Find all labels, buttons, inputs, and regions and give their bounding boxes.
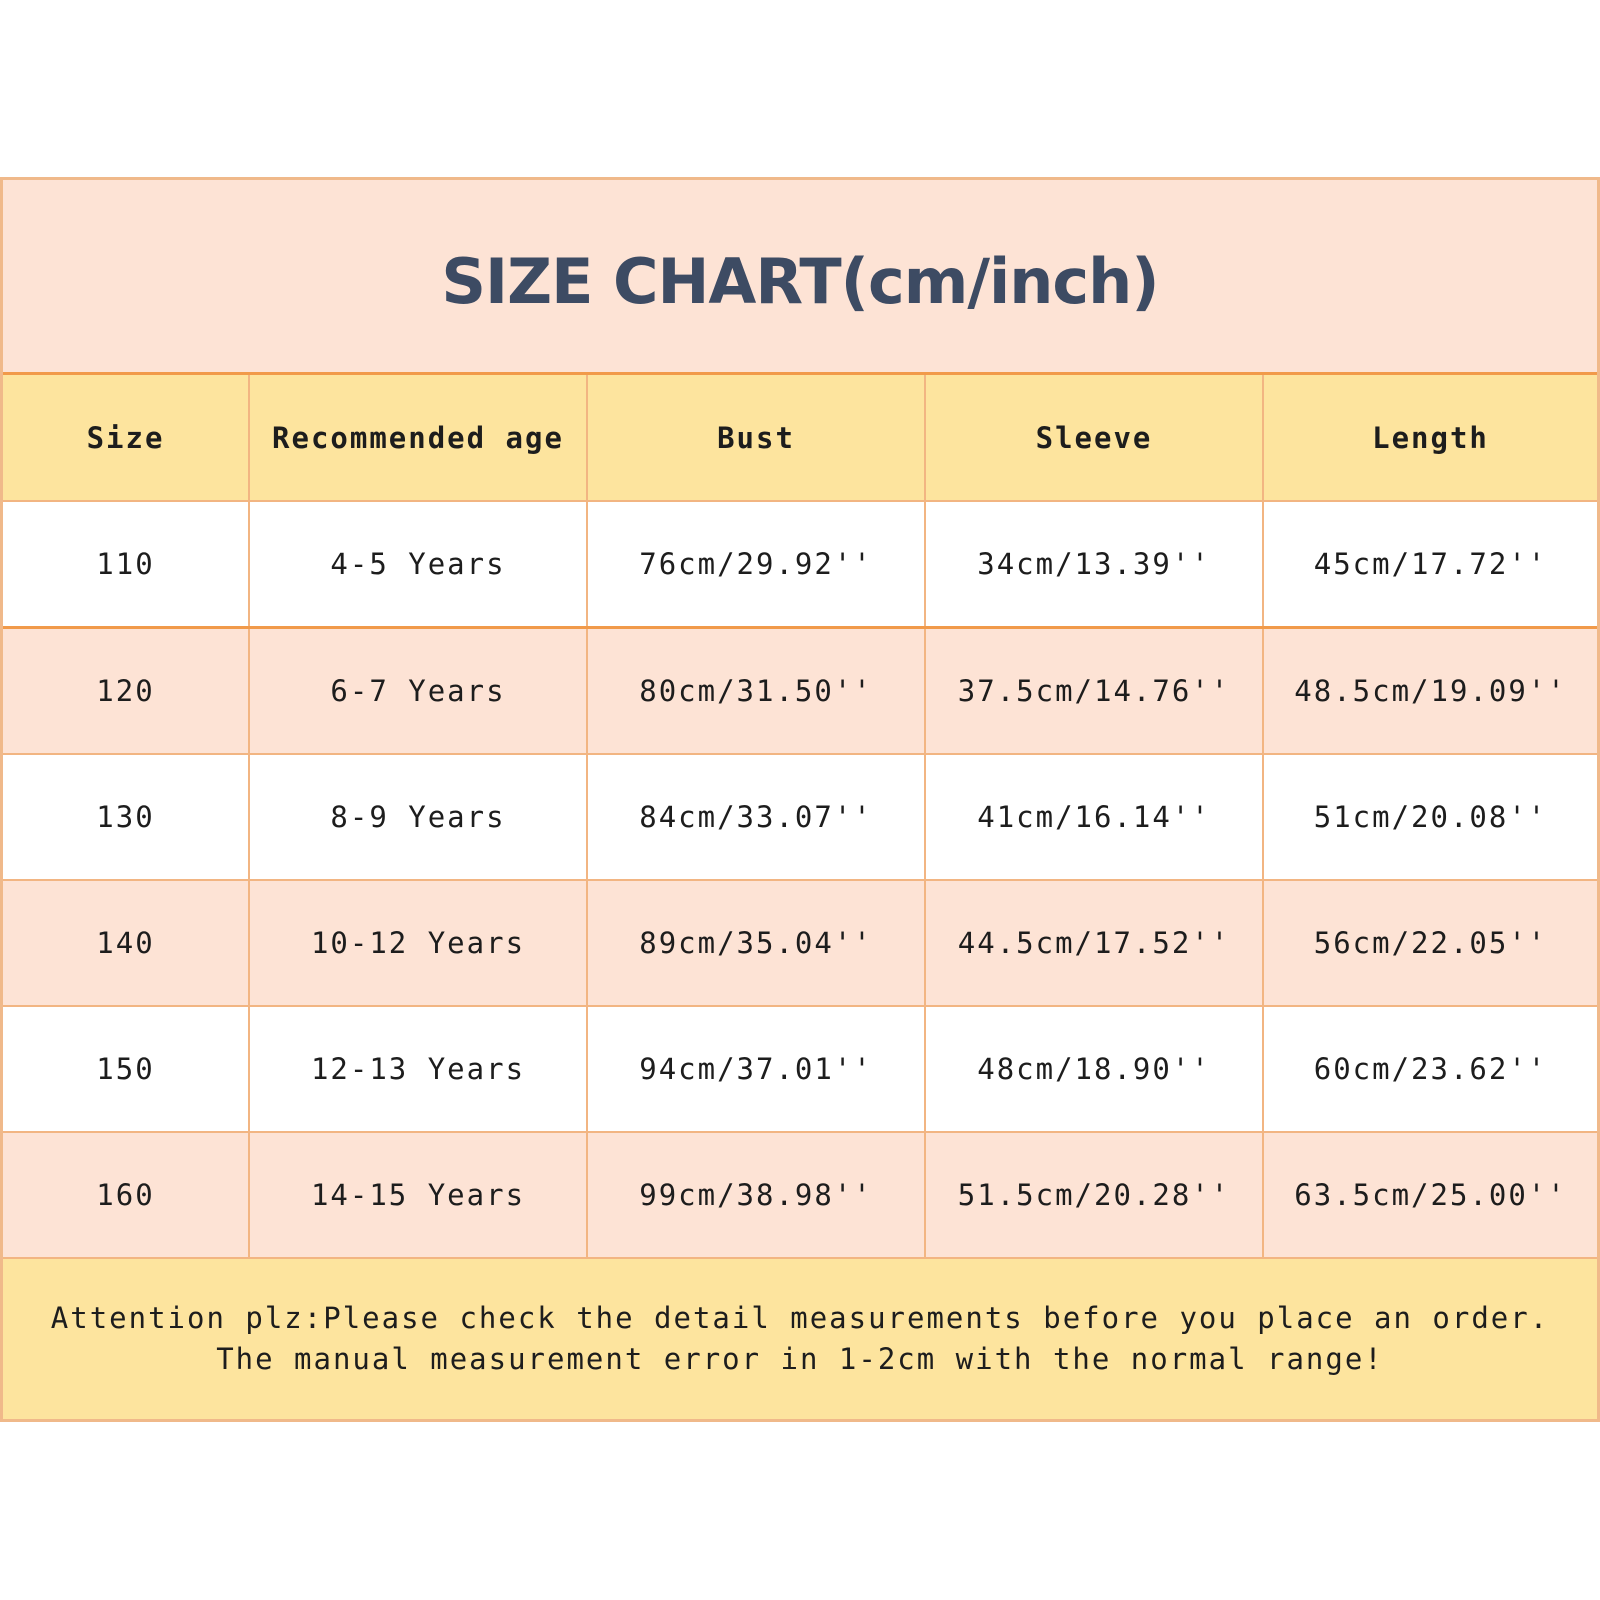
cell-age: 6-7 Years [249,628,587,755]
cell-sleeve: 37.5cm/14.76'' [925,628,1263,755]
cell-sleeve: 44.5cm/17.52'' [925,880,1263,1006]
cell-size: 140 [3,880,249,1006]
cell-length: 45cm/17.72'' [1263,501,1597,628]
cell-age: 12-13 Years [249,1006,587,1132]
cell-bust: 89cm/35.04'' [587,880,925,1006]
cell-bust: 80cm/31.50'' [587,628,925,755]
note-line-2: The manual measurement error in 1-2cm with the normal range! [216,1342,1384,1376]
cell-size: 130 [3,754,249,880]
cell-length: 48.5cm/19.09'' [1263,628,1597,755]
cell-length: 51cm/20.08'' [1263,754,1597,880]
cell-bust: 84cm/33.07'' [587,754,925,880]
cell-bust: 99cm/38.98'' [587,1132,925,1258]
table-row [3,1006,1597,1132]
attention-note [3,1257,1597,1419]
cell-length: 63.5cm/25.00'' [1263,1132,1597,1258]
size-chart [0,177,1600,1422]
note-line-1: Attention plz:Please check the detail measurements before you place an order. [50,1301,1550,1335]
table-row [3,501,1597,628]
cell-sleeve: 34cm/13.39'' [925,501,1263,628]
cell-size: 160 [3,1132,249,1258]
table-row [3,880,1597,1006]
table-row [3,754,1597,880]
cell-age: 8-9 Years [249,754,587,880]
cell-age: 10-12 Years [249,880,587,1006]
header-length: Length [1263,375,1597,501]
size-table [3,375,1597,1259]
cell-size: 120 [3,628,249,755]
header-bust: Bust [587,375,925,501]
header-recommended-age: Recommended age [249,375,587,501]
cell-sleeve: 48cm/18.90'' [925,1006,1263,1132]
cell-sleeve: 41cm/16.14'' [925,754,1263,880]
chart-title: SIZE CHART(cm/inch) [441,244,1159,318]
cell-length: 56cm/22.05'' [1263,880,1597,1006]
cell-bust: 94cm/37.01'' [587,1006,925,1132]
cell-bust: 76cm/29.92'' [587,501,925,628]
table-row [3,1132,1597,1258]
header-row [3,375,1597,501]
cell-age: 4-5 Years [249,501,587,628]
title-band [3,180,1597,375]
cell-age: 14-15 Years [249,1132,587,1258]
header-sleeve: Sleeve [925,375,1263,501]
cell-size: 150 [3,1006,249,1132]
cell-sleeve: 51.5cm/20.28'' [925,1132,1263,1258]
cell-size: 110 [3,501,249,628]
header-size: Size [3,375,249,501]
table-row [3,628,1597,755]
cell-length: 60cm/23.62'' [1263,1006,1597,1132]
